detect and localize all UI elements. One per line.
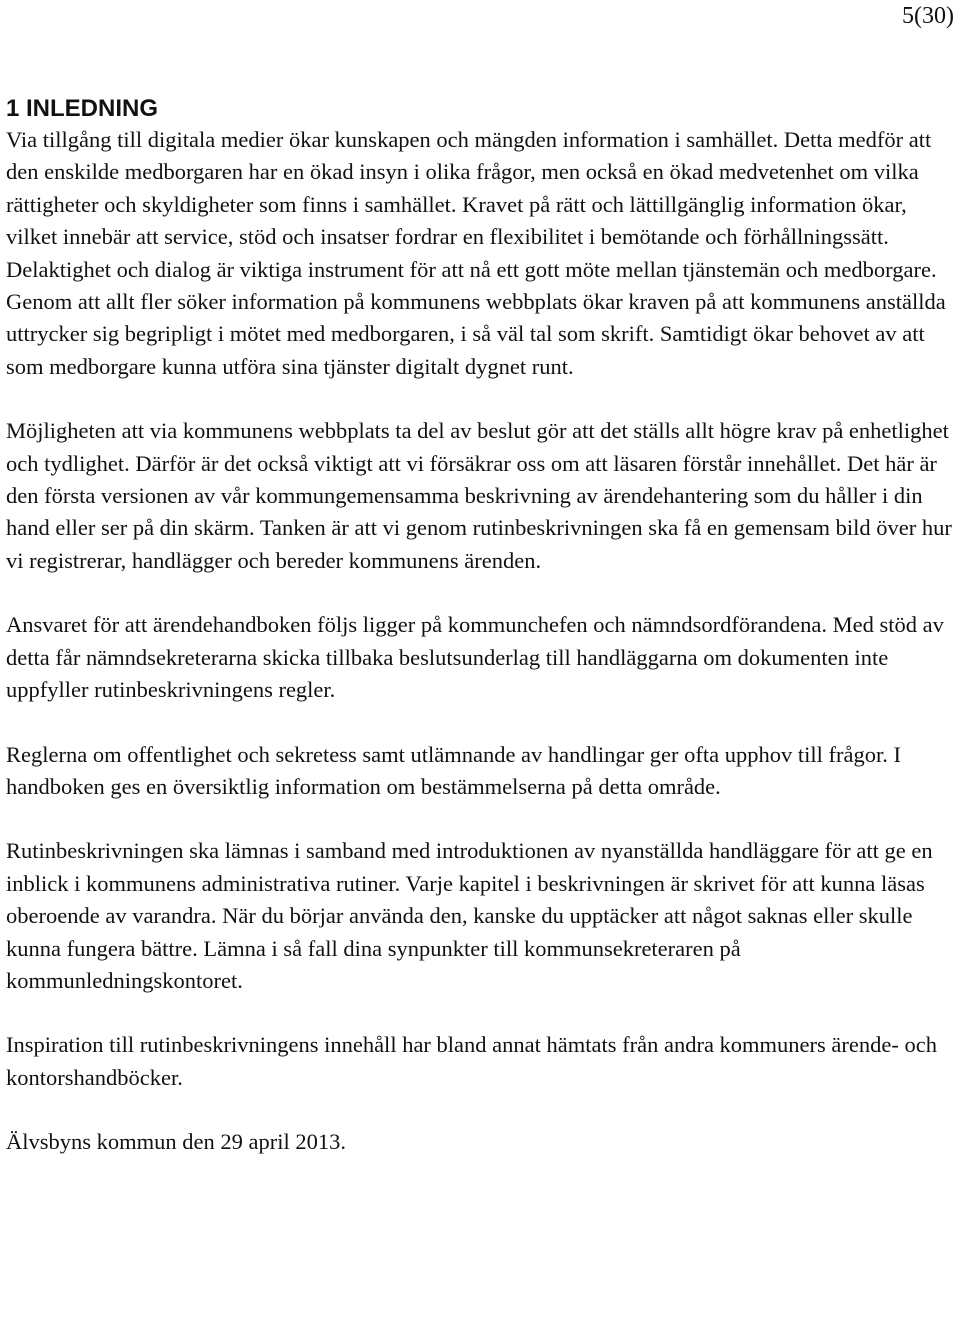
paragraph-intro: Via tillgång till digitala medier ökar kunskapen och mängden information i samhället. Detta medför att den enskilde medborgaren har en ökad insyn i olika frågor, men också en ökad medvetenhet om vilka rättigheter och skyldigheter som finns i samhället. Kravet på rätt och lättillgänglig information ökar, vilket innebär att service, stöd och insatser fordrar en flexibilitet i bemötande och förhållningssätt. Delaktighet och dialog är viktiga instrument för att nå ett gott möte mellan tjänstemän och medborgare. Genom att allt fler söker information på kommunens webbplats ökar kraven på att kommunens anställda uttrycker sig begripligt i mötet med medborgaren, i så väl tal som skrift. Samtidigt ökar behovet av att som medborgare kunna utföra sina tjänster digitalt dygnet runt. bbox=[6, 127, 946, 379]
paragraph-public-access: Reglerna om offentlighet och sekretess samt utlämnande av handlingar ger ofta upphov till frågor. I handboken ges en översiktlig information om bestämmelserna på detta område. bbox=[6, 741, 901, 799]
paragraph-introduction: Rutinbeskrivningen ska lämnas i samband med introduktionen av nyanställda handläggare för att ge en inblick i kommunens administrativa rutiner. Varje kapitel i beskrivningen är skrivet för att kunna läsas oberoende av varandra. När du börjar använda den, kanske du upptäcker att något saknas eller skulle kunna fungera bättre. Lämna i så fall dina synpunkter till kommunsekreteraren på kommunledningskontoret. bbox=[6, 838, 933, 993]
paragraph-responsibility: Ansvaret för att ärendehandboken följs ligger på kommunchefen och nämndsordförandena. Med stöd av detta får nämndsekreterarna skicka tillbaka beslutsunderlag till handläggarna om dokumenten inte uppfyller rutinbeskrivningens regler. bbox=[6, 612, 944, 703]
section-heading: 1 INLEDNING bbox=[6, 95, 159, 122]
document-body bbox=[6, 94, 956, 1159]
paragraph-website: Möjligheten att via kommunens webbplats ta del av beslut gör att det ställs allt högre krav på enhetlighet och tydlighet. Därför är det också viktigt att vi försäkrar oss om att läsaren förstår innehållet. Det här är den första versionen av vår kommungemensamma beskrivning av ärendehantering som du håller i din hand eller ser på din skärm. Tanken är att vi genom rutinbeskrivningen ska få en gemensam bild över hur vi registrerar, handlägger och bereder kommunens ärenden. bbox=[6, 418, 952, 573]
signature-line: Älvsbyns kommun den 29 april 2013. bbox=[6, 1129, 346, 1155]
paragraph-inspiration: Inspiration till rutinbeskrivningens innehåll har bland annat hämtats från andra kommuners ärende- och kontorshandböcker. bbox=[6, 1032, 937, 1090]
page-number: 5(30) bbox=[902, 3, 954, 29]
